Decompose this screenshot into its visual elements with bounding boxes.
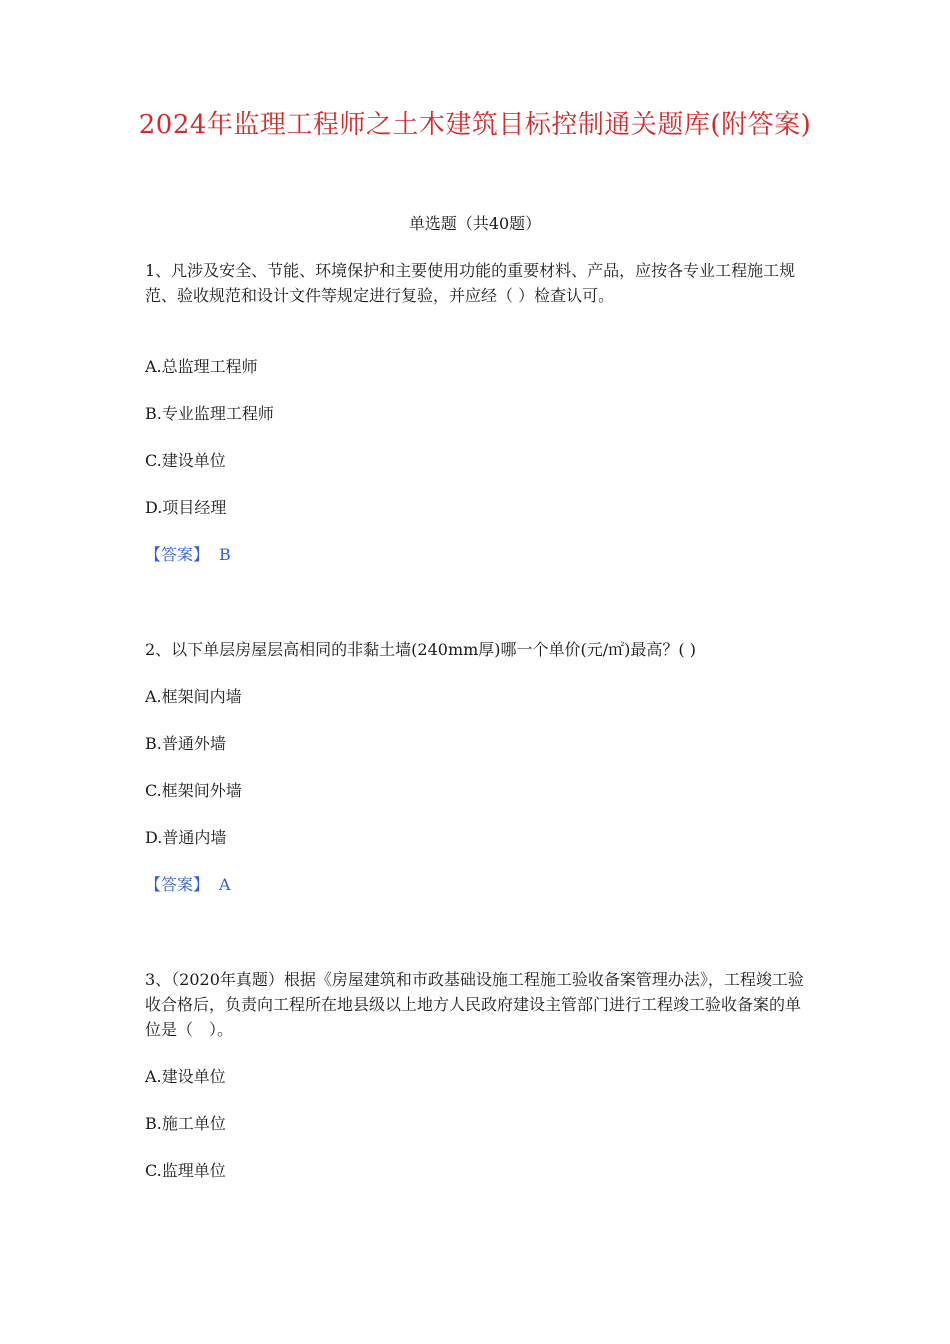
question-2-option-b: B.普通外墙	[145, 734, 226, 753]
question-1-answer	[145, 543, 231, 567]
answer-value: A	[219, 875, 231, 894]
answer-value: B	[219, 545, 231, 564]
question-2-stem: 2、以下单层房屋层高相同的非黏土墙(240mm厚)哪一个单价(元/㎡)最高？( )	[145, 640, 696, 659]
question-3-option-a: A.建设单位	[145, 1067, 226, 1086]
question-2-option-c: C.框架间外墙	[145, 781, 242, 800]
question-2-option-d: D.普通内墙	[145, 828, 227, 847]
answer-label: 【答案】	[145, 545, 210, 564]
question-1-stem: 1、凡涉及安全、节能、环境保护和主要使用功能的重要材料、产品，应按各专业工程施工规范、验收规范和设计文件等规定进行复验，并应经（ ）检查认可。	[145, 261, 796, 305]
answer-label: 【答案】	[145, 875, 210, 894]
question-1-option-b: B.专业监理工程师	[145, 404, 274, 423]
question-2-answer	[145, 873, 231, 897]
question-3-option-b: B.施工单位	[145, 1114, 226, 1133]
question-1-option-a: A.总监理工程师	[145, 357, 258, 376]
question-2-option-a: A.框架间内墙	[145, 687, 242, 706]
question-1-option-c: C.建设单位	[145, 451, 226, 470]
section-heading: 单选题（共40题）	[408, 214, 542, 233]
question-3-stem: 3、（2020年真题）根据《房屋建筑和市政基础设施工程施工验收备案管理办法》，工程竣工验收合格后，负责向工程所在地县级以上地方人民政府建设主管部门进行工程竣工验收备案的单位是（ ）。	[145, 970, 804, 1039]
question-1-option-d: D.项目经理	[145, 498, 227, 517]
page-title: 2024年监理工程师之土木建筑目标控制通关题库(附答案)	[138, 110, 812, 140]
question-3-option-c: C.监理单位	[145, 1161, 226, 1180]
